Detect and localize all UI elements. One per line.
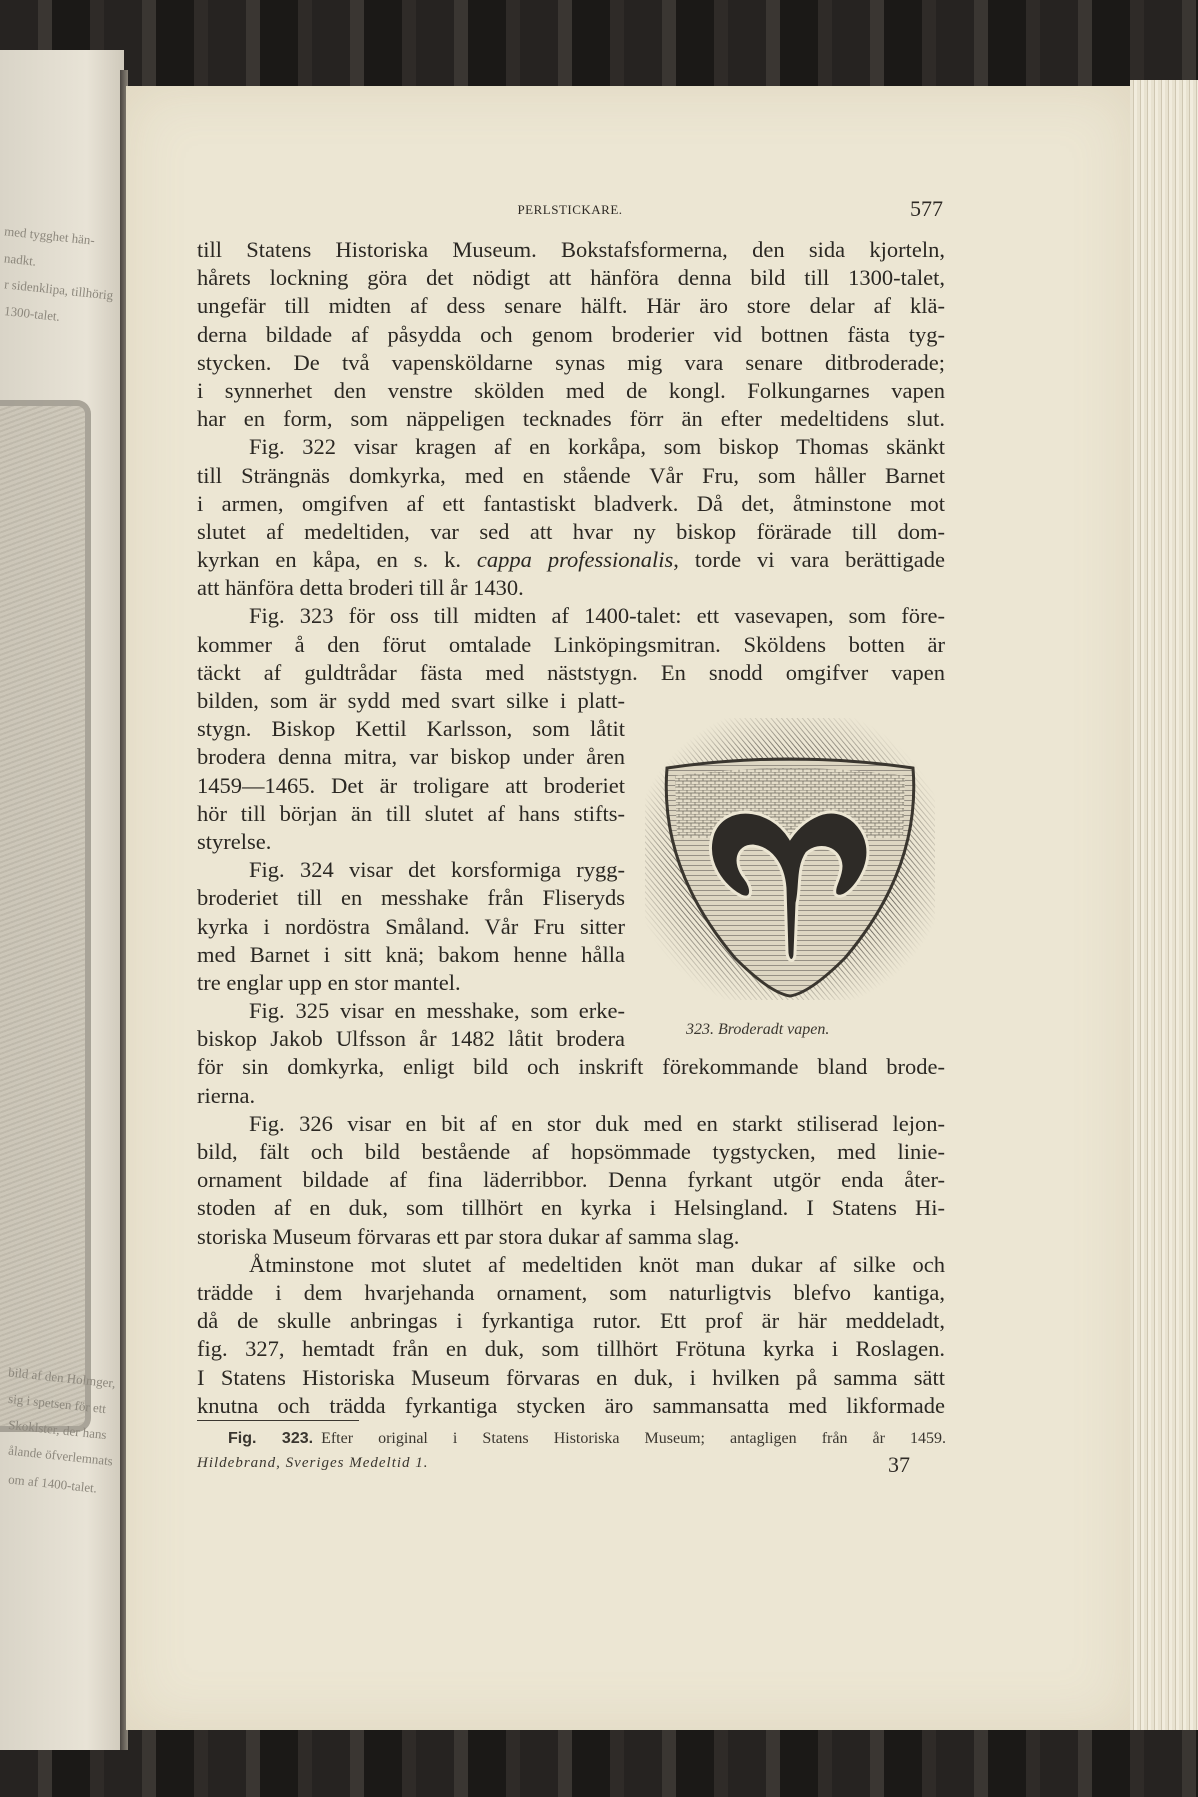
text-line: ornament bildade af fina läderribbor. Denna fyrkant utgör enda åter- xyxy=(197,1167,945,1193)
text-line: Fig. 325 visar en messhake, som erke- xyxy=(249,998,625,1024)
left-page-illustration xyxy=(0,400,91,1432)
text-line: hårets lockning göra det nödigt att hänföra denna bild till 1300-talet, xyxy=(197,265,945,291)
text-line: med Barnet i sitt knä; bakom henne hålla xyxy=(197,941,625,967)
text-line: slutet af medeltiden, var sed att hvar ny biskop förärade till dom- xyxy=(197,518,945,544)
signature-line: Hildebrand, Sveriges Medeltid 1. xyxy=(197,1455,429,1471)
text-line: bild, fält och bild bestående af hopsömmade tygstycken, med linie- xyxy=(197,1139,945,1164)
figure-caption: 323. Broderadt vapen. xyxy=(686,1021,830,1038)
left-page-fragment: bild af den Holmger, xyxy=(7,1364,117,1391)
left-page-fragment: r sidenklipa, tillhörig xyxy=(3,276,114,303)
text-line: trädde i dem hvarjehanda ornament, som naturligtvis blefvo kantiga, xyxy=(197,1279,945,1305)
text-line: att hänföra detta broderi till år 1430. xyxy=(197,575,524,601)
text-line: 1459—1465. Det är troligare att broderiet xyxy=(197,772,625,798)
text-line: Fig. 322 visar kragen af en korkåpa, som biskop Thomas skänkt xyxy=(249,434,945,460)
text-line: styrelse. xyxy=(197,828,272,854)
text-line: kommer å den förut omtalade Linköpingsmitran. Sköldens botten är xyxy=(197,631,945,657)
left-page-fragment: om af 1400-talet. xyxy=(7,1471,98,1496)
text-line: derna bildade af påsydda och genom broderier vid bottnen fästa tyg- xyxy=(197,321,945,347)
left-page-fragment: sig i spetsen för ett xyxy=(7,1390,107,1417)
text-line: har en form, som näppeligen tecknades förr än efter medeltidens slut. xyxy=(197,406,945,432)
footnote-label: Fig. 323. xyxy=(228,1430,314,1447)
text-line: storiska Museum förvaras ett par stora dukar af samma slag. xyxy=(197,1223,740,1249)
text-line: Fig. 326 visar en bit af en stor duk med en starkt stiliserad lejon- xyxy=(249,1110,945,1136)
page-number: 577 xyxy=(910,196,943,221)
text-line: för sin domkyrka, enligt bild och inskrift förekommande bland brode- xyxy=(197,1054,945,1080)
signature-number: 37 xyxy=(888,1452,910,1477)
text-line: bilden, som är sydd med svart silke i platt- xyxy=(197,688,625,713)
text-line: I Statens Historiska Museum förvaras en duk, i hvilken på samma sätt xyxy=(197,1364,945,1390)
footnote xyxy=(228,1430,946,1448)
left-page-fragment: med tygghet hän- xyxy=(3,223,96,248)
text-line: Fig. 323 för oss till midten af 1400-talet: ett vasevapen, som före- xyxy=(249,603,945,629)
italic-term: cappa professionalis xyxy=(476,547,674,573)
scanner-background-bottom xyxy=(0,1728,1198,1797)
footnote-rule xyxy=(197,1420,359,1421)
left-page-fragment: ålande öfverlemnats xyxy=(7,1442,114,1469)
text-line: kyrka i nordöstra Småland. Vår Fru sitter xyxy=(197,913,625,939)
text-line: stygn. Biskop Kettil Karlsson, som låtit xyxy=(197,716,625,742)
text-segment: kyrkan en kåpa, en s. k. xyxy=(197,547,477,573)
text-line: biskop Jakob Ulfsson år 1482 låtit brodera xyxy=(197,1026,625,1052)
text-line: knutna och trädda fyrkantiga stycken äro sammansatta med likformade xyxy=(197,1392,945,1418)
page-header xyxy=(197,196,943,222)
embroidered-shield-illustration xyxy=(645,718,935,1000)
text-line: stycken. De två vapensköldarne synas mig vara senare ditbroderade; xyxy=(197,349,945,375)
text-line: täckt af guldtrådar fästa med näststygn. En snodd omgifver vapen xyxy=(197,659,945,685)
text-line: till Strängnäs domkyrka, med en stående Vår Fru, som håller Barnet xyxy=(197,462,945,488)
left-page-fragment: nadkt. xyxy=(3,250,37,269)
text-line: Åtminstone mot slutet af medeltiden knöt man dukar af silke och xyxy=(249,1251,945,1277)
text-line: då de skulle anbringas i fyrkantiga rutor. Ett prof är här meddeladt, xyxy=(197,1308,945,1334)
text-line: hör till början än till slutet af hans stifts- xyxy=(197,800,625,826)
left-page-fragment: Skoklster, der hans xyxy=(7,1416,108,1443)
text-line: till Statens Historiska Museum. Bokstafsformerna, den sida kjorteln, xyxy=(197,237,945,262)
page-edges xyxy=(1130,80,1198,1730)
text-segment: , torde vi vara berättigade xyxy=(673,547,946,573)
text-line xyxy=(197,546,945,574)
text-line: Fig. 324 visar det korsformiga rygg- xyxy=(249,857,625,883)
text-line: ungefär till midten af dess senare hälft. Här äro store delar af klä- xyxy=(197,293,945,319)
text-line: rierna. xyxy=(197,1082,256,1108)
scanner-background-top xyxy=(0,0,1198,90)
text-line: broderiet till en messhake från Fliseryds xyxy=(197,885,625,911)
text-line: stoden af en duk, som tillhört en kyrka i Helsingland. I Statens Hi- xyxy=(197,1195,945,1221)
text-line: brodera denna mitra, var biskop under åren xyxy=(197,744,625,770)
footnote-text: Efter original i Statens Historiska Museum; antagligen från år 1459. xyxy=(321,1430,946,1447)
text-line: tre englar upp en stor mantel. xyxy=(197,969,461,995)
text-line: fig. 327, hemtadt från en duk, som tillhört Frötuna kyrka i Roslagen. xyxy=(197,1336,945,1362)
text-line: i synnerhet den venstre skölden med de kongl. Folkungarnes vapen xyxy=(197,377,945,403)
running-head: PERLSTICKARE. xyxy=(517,202,623,217)
text-line: i armen, omgifven af ett fantastiskt bladverk. Då det, åtminstone mot xyxy=(197,490,945,516)
left-page-fragment: 1300-talet. xyxy=(3,303,61,324)
